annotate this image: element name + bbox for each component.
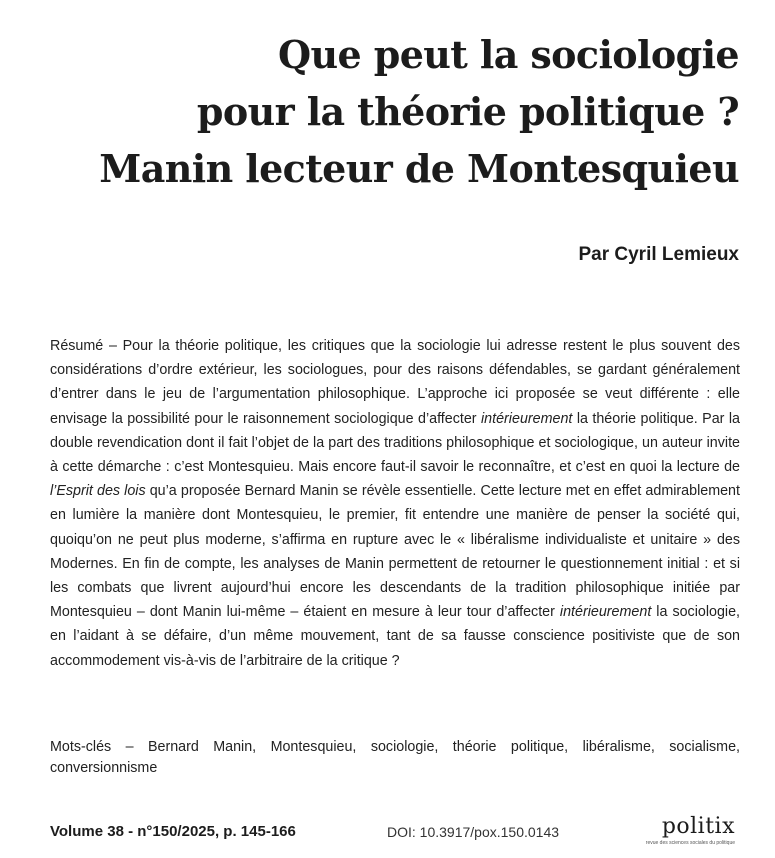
article-title: [39, 26, 739, 197]
abstract-emphasis-2: l’Esprit des lois: [50, 483, 146, 500]
title-line-1: Que peut la sociologie: [277, 32, 739, 77]
politix-logo: [646, 816, 735, 846]
abstract: [50, 334, 740, 673]
abstract-text-3: qu’a proposée Bernard Manin se révèle essentielle. Cette lecture met en effet admirablement en lumière la manière dont Montesquieu, le premier, fit entendre une manière de penser la société qui, quoiqu’on ne peut plus moderne, s’affirma en rupture avec le « libéralisme individualiste et unitaire » des Modernes. En fin de compte, les analyses de Manin permettent de retourner le questionnement initial : et si les combats que livrent aujourd’hui encore les descendants de la tradition philosophique initiée par Montesquieu – dont Manin lui-même – étaient en mesure à leur tour d’affecter: [50, 483, 740, 621]
keywords: [50, 737, 740, 779]
title-line-2: pour la théorie politique ?: [196, 89, 739, 134]
abstract-text-1: – Pour la théorie politique, les critiques que la sociologie lui adresse restent le plus souvent des considérations d’ordre extérieur, les sociologues, pour des raisons défendables, se gardant généralement d’entrer dans le jeu de l’argumentation philosophique. L’approche ici proposée se veut différente : elle envisage la possibilité pour le raisonnement sociologique d’affecter: [50, 338, 740, 427]
keywords-text: – Bernard Manin, Montesquieu, sociologie, théorie politique, libéralisme, socialisme, conversionnisme: [50, 739, 740, 776]
doi: DOI: 10.3917/pox.150.0143: [387, 824, 560, 840]
abstract-text-2: la théorie politique. Par la double revendication dont il fait l’objet de la part des traditions philosophique et sociologique, un auteur invite à cette démarche : c’est Montesquieu. Mais encore faut-il savoir le reconnaître, et c’est en quoi la lecture de: [50, 410, 740, 476]
keywords-label: Mots-clés: [50, 739, 112, 755]
abstract-emphasis-1: intérieurement: [481, 410, 573, 427]
volume-reference: Volume 38 - n°150/2025, p. 145-166: [50, 823, 296, 840]
logo-tagline: revue des sciences sociales du politique: [645, 840, 735, 846]
logo-wordmark: politix: [661, 814, 735, 839]
title-line-3: Manin lecteur de Montesquieu: [99, 146, 739, 191]
abstract-paragraph: [50, 334, 740, 673]
article-author: Par Cyril Lemieux: [578, 244, 739, 265]
abstract-label: Résumé: [50, 338, 104, 354]
abstract-text-4: la sociologie, en l’aidant à se défaire, d’un même mouvement, tant de sa fausse conscience positiviste que de son accommodement vis-à-vis de l’arbitraire de la critique ?: [50, 604, 740, 669]
abstract-emphasis-3: intérieurement: [559, 604, 652, 621]
